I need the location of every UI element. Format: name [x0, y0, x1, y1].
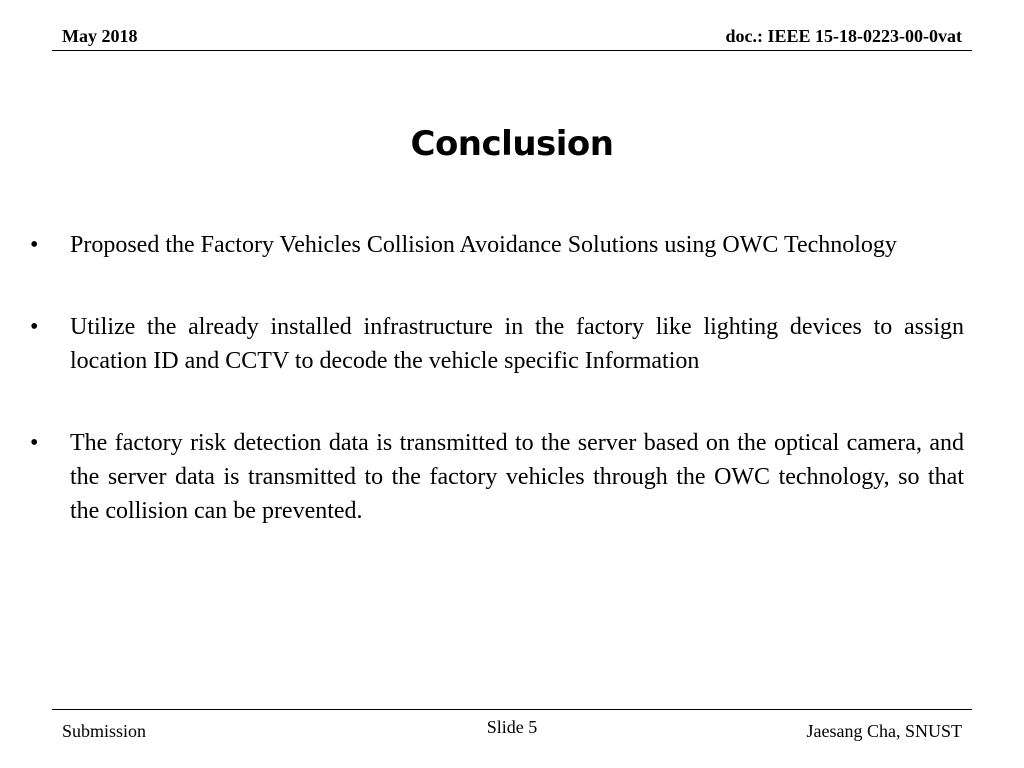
header-date: May 2018	[62, 26, 138, 46]
header-divider	[52, 50, 972, 51]
bullet-text: The factory risk detection data is transmitted to the server based on the optical camera, and the server data is transmitted to the factory vehicles through the OWC technology, so that the collision can be prevented.	[70, 430, 964, 524]
slide-title: Conclusion	[410, 124, 614, 164]
footer-author: Jaesang Cha, SNUST	[806, 721, 962, 741]
footer-submission: Submission	[62, 721, 147, 741]
header-doc-id: doc.: IEEE 15-18-0223-00-0vat	[725, 26, 962, 46]
bullet-marker: •	[30, 430, 39, 456]
bullet-item	[30, 228, 964, 262]
bullet-list	[30, 228, 964, 576]
footer-slide-number: Slide 5	[486, 717, 538, 737]
bullet-item	[30, 426, 964, 528]
bullet-marker: •	[30, 232, 39, 258]
bullet-item	[30, 310, 964, 378]
footer-divider	[52, 709, 972, 710]
bullet-text: Proposed the Factory Vehicles Collision Avoidance Solutions using OWC Technology	[70, 232, 897, 258]
bullet-marker: •	[30, 314, 39, 340]
bullet-text: Utilize the already installed infrastructure in the factory like lighting devices to assign location ID and CCTV to decode the vehicle specific Information	[70, 314, 964, 374]
